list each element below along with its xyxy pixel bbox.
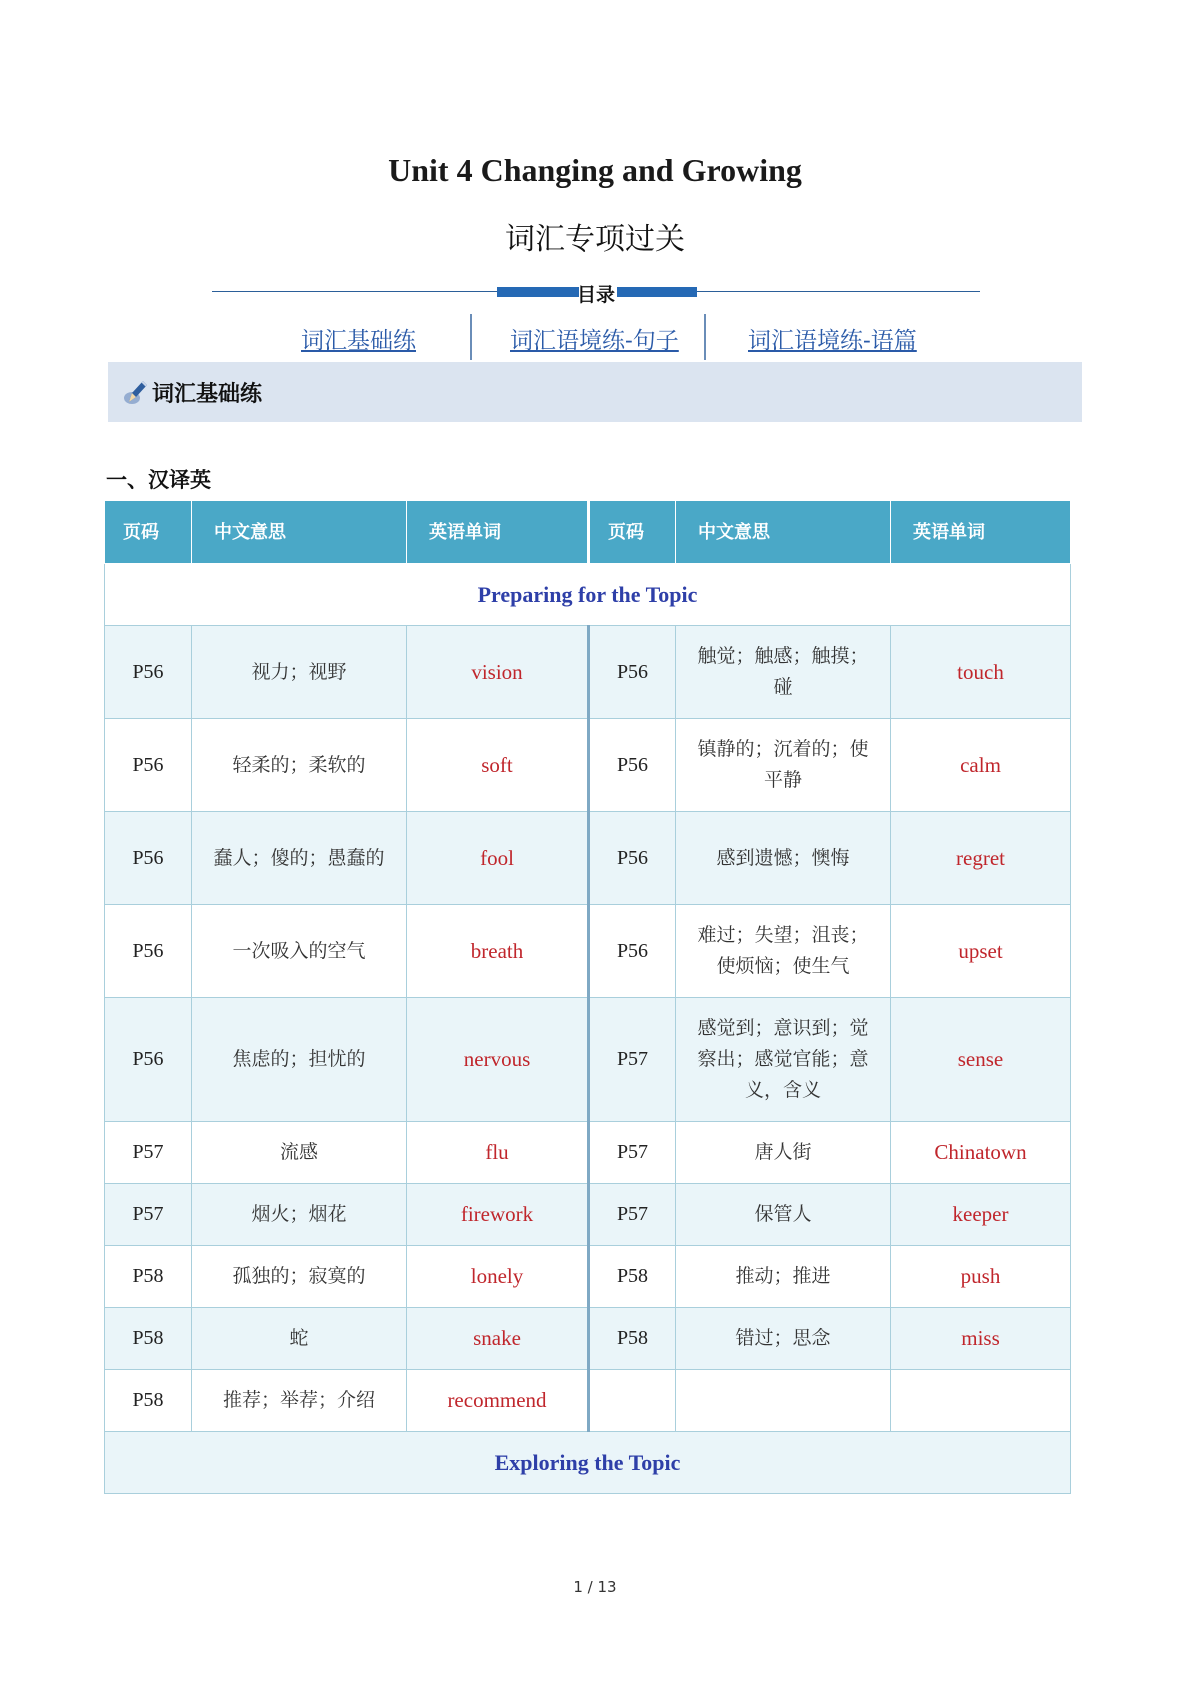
chinese-cell: 一次吸入的空气 (192, 905, 407, 998)
english-cell: snake (407, 1308, 589, 1370)
section-band-label: Preparing for the Topic (105, 564, 1071, 626)
english-cell: fool (407, 812, 589, 905)
chinese-cell: 感觉到；意识到；觉察出；感觉官能；意义，含义 (676, 998, 891, 1122)
header-english: 英语单词 (891, 501, 1071, 564)
table-row (105, 905, 1071, 998)
chinese-cell: 烟火；烟花 (192, 1184, 407, 1246)
vocabulary-table (104, 500, 1071, 1494)
chinese-cell: 触觉；触感；触摸；碰 (676, 626, 891, 719)
table-row (105, 1122, 1071, 1184)
page-cell: P56 (105, 626, 192, 719)
english-cell: soft (407, 719, 589, 812)
chinese-cell: 感到遗憾；懊悔 (676, 812, 891, 905)
english-cell: lonely (407, 1246, 589, 1308)
english-cell: touch (891, 626, 1071, 719)
table-row (105, 998, 1071, 1122)
section-header (108, 362, 1082, 422)
english-cell: sense (891, 998, 1071, 1122)
page-cell: P56 (589, 719, 676, 812)
english-cell: upset (891, 905, 1071, 998)
chinese-cell: 难过；失望；沮丧；使烦恼；使生气 (676, 905, 891, 998)
english-cell: firework (407, 1184, 589, 1246)
toc-link-sentence[interactable]: 词汇语境练-句子 (510, 328, 679, 354)
page-subtitle: 词汇专项过关 (505, 222, 685, 257)
toc-link-basic[interactable]: 词汇基础练 (301, 328, 416, 354)
page-cell: P58 (589, 1246, 676, 1308)
page-cell: P57 (589, 1122, 676, 1184)
chinese-cell: 焦虑的；担忧的 (192, 998, 407, 1122)
chinese-cell: 错过；思念 (676, 1308, 891, 1370)
chinese-cell: 推动；推进 (676, 1246, 891, 1308)
table-row (105, 719, 1071, 812)
chinese-cell: 流感 (192, 1122, 407, 1184)
chinese-cell: 蛇 (192, 1308, 407, 1370)
page-cell: P57 (105, 1184, 192, 1246)
english-cell: breath (407, 905, 589, 998)
table-row (105, 1370, 1071, 1432)
toc-bar-right (617, 287, 697, 297)
page-cell: P56 (105, 719, 192, 812)
page-cell: P58 (105, 1370, 192, 1432)
chinese-cell: 镇静的；沉着的；使平静 (676, 719, 891, 812)
page-cell: P57 (105, 1122, 192, 1184)
header-page: 页码 (589, 501, 676, 564)
toc-link-passage[interactable]: 词汇语境练-语篇 (748, 328, 917, 354)
english-cell: Chinatown (891, 1122, 1071, 1184)
english-cell: flu (407, 1122, 589, 1184)
table-header-row (105, 501, 1071, 564)
table-row (105, 1184, 1071, 1246)
chinese-cell: 轻柔的；柔软的 (192, 719, 407, 812)
header-chinese: 中文意思 (192, 501, 407, 564)
page-cell: P58 (105, 1308, 192, 1370)
section-band-row (105, 564, 1071, 626)
page-number: 1 / 13 (573, 1578, 617, 1596)
page-cell (589, 1370, 676, 1432)
header-english: 英语单词 (407, 501, 589, 564)
chinese-cell: 孤独的；寂寞的 (192, 1246, 407, 1308)
toc-divider-left (212, 291, 497, 292)
page-cell: P57 (589, 998, 676, 1122)
chinese-cell: 蠢人；傻的；愚蠢的 (192, 812, 407, 905)
toc-bar-left (497, 287, 579, 297)
toc-separator (470, 314, 472, 360)
table-row (105, 626, 1071, 719)
chinese-cell: 视力；视野 (192, 626, 407, 719)
english-cell: recommend (407, 1370, 589, 1432)
section-title: 词汇基础练 (152, 382, 263, 407)
english-cell: calm (891, 719, 1071, 812)
page-cell: P56 (105, 998, 192, 1122)
table-row (105, 812, 1071, 905)
page-cell: P56 (589, 905, 676, 998)
chinese-cell: 推荐；举荐；介绍 (192, 1370, 407, 1432)
toc-links (0, 314, 1190, 362)
toc-label: 目录 (576, 284, 615, 306)
chinese-cell: 唐人街 (676, 1122, 891, 1184)
table-row (105, 1246, 1071, 1308)
pencil-icon (122, 378, 148, 406)
english-cell: keeper (891, 1184, 1071, 1246)
english-cell (891, 1370, 1071, 1432)
page-cell: P56 (589, 626, 676, 719)
page-cell: P56 (105, 905, 192, 998)
english-cell: push (891, 1246, 1071, 1308)
english-cell: vision (407, 626, 589, 719)
page-cell: P57 (589, 1184, 676, 1246)
page-cell: P56 (105, 812, 192, 905)
english-cell: regret (891, 812, 1071, 905)
part-title: 一、汉译英 (106, 468, 211, 492)
chinese-cell: 保管人 (676, 1184, 891, 1246)
page-cell: P58 (589, 1308, 676, 1370)
page-cell: P56 (589, 812, 676, 905)
english-cell: nervous (407, 998, 589, 1122)
header-chinese: 中文意思 (676, 501, 891, 564)
page-cell: P58 (105, 1246, 192, 1308)
chinese-cell (676, 1370, 891, 1432)
table-row (105, 1308, 1071, 1370)
page-title: Unit 4 Changing and Growing (388, 152, 802, 188)
section-band-label: Exploring the Topic (105, 1432, 1071, 1494)
english-cell: miss (891, 1308, 1071, 1370)
toc-divider-right (697, 291, 980, 292)
toc-separator (704, 314, 706, 360)
header-page: 页码 (105, 501, 192, 564)
section-band-row (105, 1432, 1071, 1494)
